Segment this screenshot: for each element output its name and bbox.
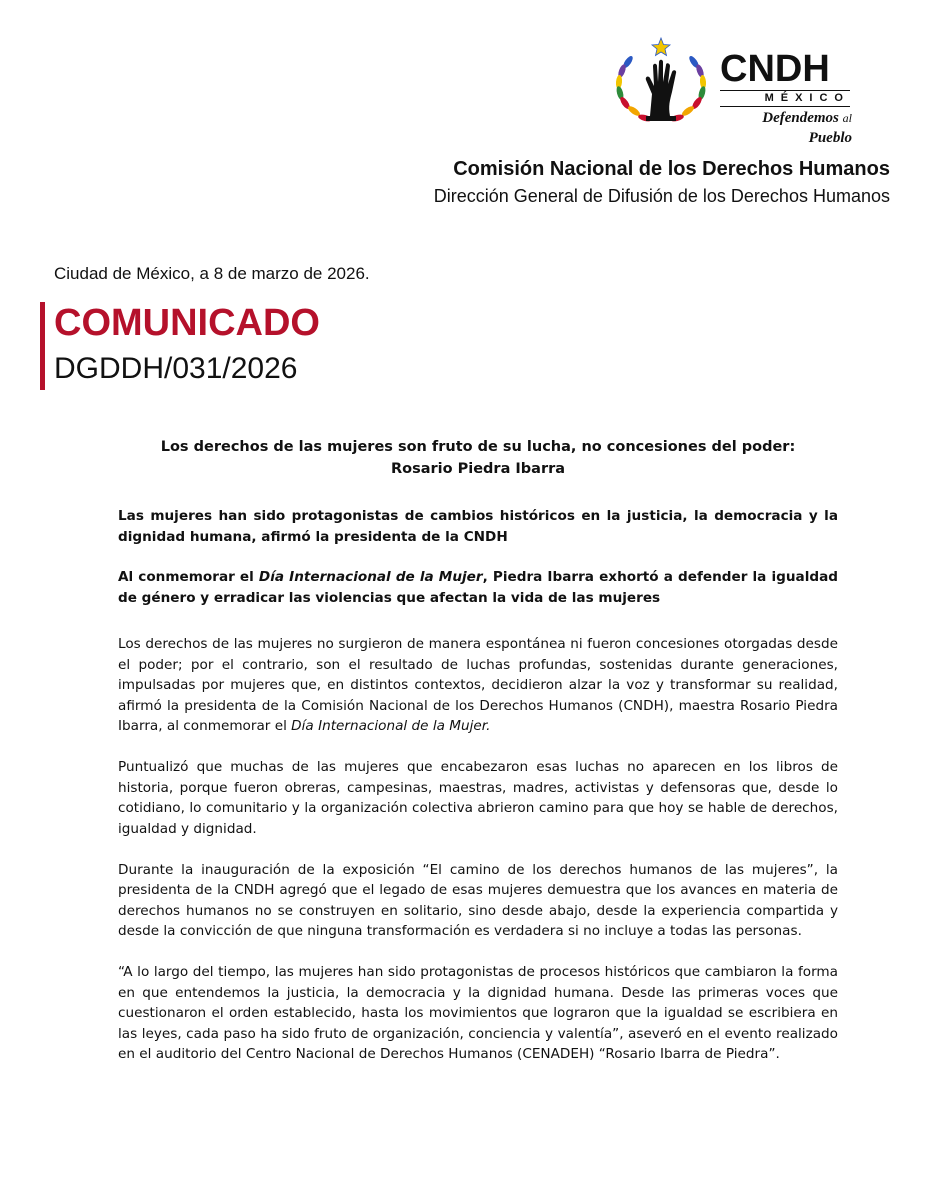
subheading: Las mujeres han sido protagonistas de cambios históricos en la justicia, la democracia y la dignidad humana, afirmó la presidenta de la CNDH xyxy=(118,508,838,545)
headline-line: Rosario Piedra Ibarra xyxy=(390,461,566,477)
slogan-word: Defendemos xyxy=(762,110,839,126)
comunicado-label: COMUNICADO xyxy=(54,302,320,344)
logo-acronym: CNDH xyxy=(720,48,830,90)
logo-slogan xyxy=(720,108,852,148)
logo-wordmark xyxy=(720,50,852,148)
subheading-text: Al conmemorar el xyxy=(118,569,259,585)
paragraph: Durante la inauguración de la exposición “El camino de los derechos humanos de las mujeres”, la presidenta de la CNDH agregó que el legado de esas mujeres demuestra que los avances en materia de derechos humanos no se construyen en solitario, sino desde abajo, desde la experiencia compartida y desde la convicción de que ninguna transformación es verdadera si no incluye a todas las personas. xyxy=(118,861,838,939)
logo-country: MÉXICO xyxy=(764,92,850,104)
press-release-body xyxy=(118,436,838,1085)
subheading xyxy=(118,567,838,608)
slogan-word: Pueblo xyxy=(808,130,852,146)
paragraph: “A lo largo del tiempo, las mujeres han sido protagonistas de procesos históricos que cambiaron la forma en que entendemos la justicia, la democracia y la dignidad humana. Desde las primeras voces que cuestionaron el orden establecido, hasta los movimientos que lograron que la igualdad se escribiera en las leyes, cada paso ha sido fruto de organización, conciencia y valentía”, aseveró en el evento realizado en el auditorio del Centro Nacional de Derechos Humanos (CENADEH) “Rosario Ibarra de Piedra”. xyxy=(118,964,838,1062)
slogan-word: al xyxy=(842,111,852,125)
organization-name: Comisión Nacional de los Derechos Humanos xyxy=(453,158,890,180)
paragraph xyxy=(118,634,838,737)
paragraph-text: Los derechos de las mujeres no surgieron de manera espontánea ni fueron concesiones otorgadas desde el poder; por el contrario, son el resultado de luchas profundas, sostenidas durante generaciones, impulsadas por mujeres que, en distintos contextos, decidieron alzar la voz y transformar su realidad, afirmó la presidenta de la Comisión Nacional de los Derechos Humanos (CNDH), maestra Rosario Piedra Ibarra, al conmemorar el xyxy=(118,636,838,734)
subheading-text: , Piedra Ibarra exhortó a defender la igualdad de género y erradicar las violencias que afectan la vida de las mujeres xyxy=(118,569,838,606)
cndh-emblem-icon xyxy=(612,36,710,128)
department-name: Dirección General de Difusión de los Derechos Humanos xyxy=(433,186,890,206)
cndh-logo xyxy=(612,36,852,146)
dateline: Ciudad de México, a 8 de marzo de 2026. xyxy=(54,264,370,283)
headline-line: Los derechos de las mujeres son fruto de su lucha, no concesiones del poder: xyxy=(160,439,796,455)
logo-divider xyxy=(720,106,850,107)
accent-bar xyxy=(40,302,45,390)
paragraph: Puntualizó que muchas de las mujeres que encabezaron esas luchas no aparecen en los libros de historia, porque fueron obreras, campesinas, maestras, madres, activistas y defensoras que, desde lo cotidiano, lo comunitario y la organización colectiva abrieron camino para que hoy se hable de derechos, igualdad y dignidad. xyxy=(118,759,838,837)
subheading-italic: Día Internacional de la Mujer xyxy=(258,569,483,585)
paragraph-italic: Día Internacional de la Mujer. xyxy=(291,718,491,734)
headline xyxy=(118,436,838,480)
comunicado-number: DGDDH/031/2026 xyxy=(54,352,298,385)
